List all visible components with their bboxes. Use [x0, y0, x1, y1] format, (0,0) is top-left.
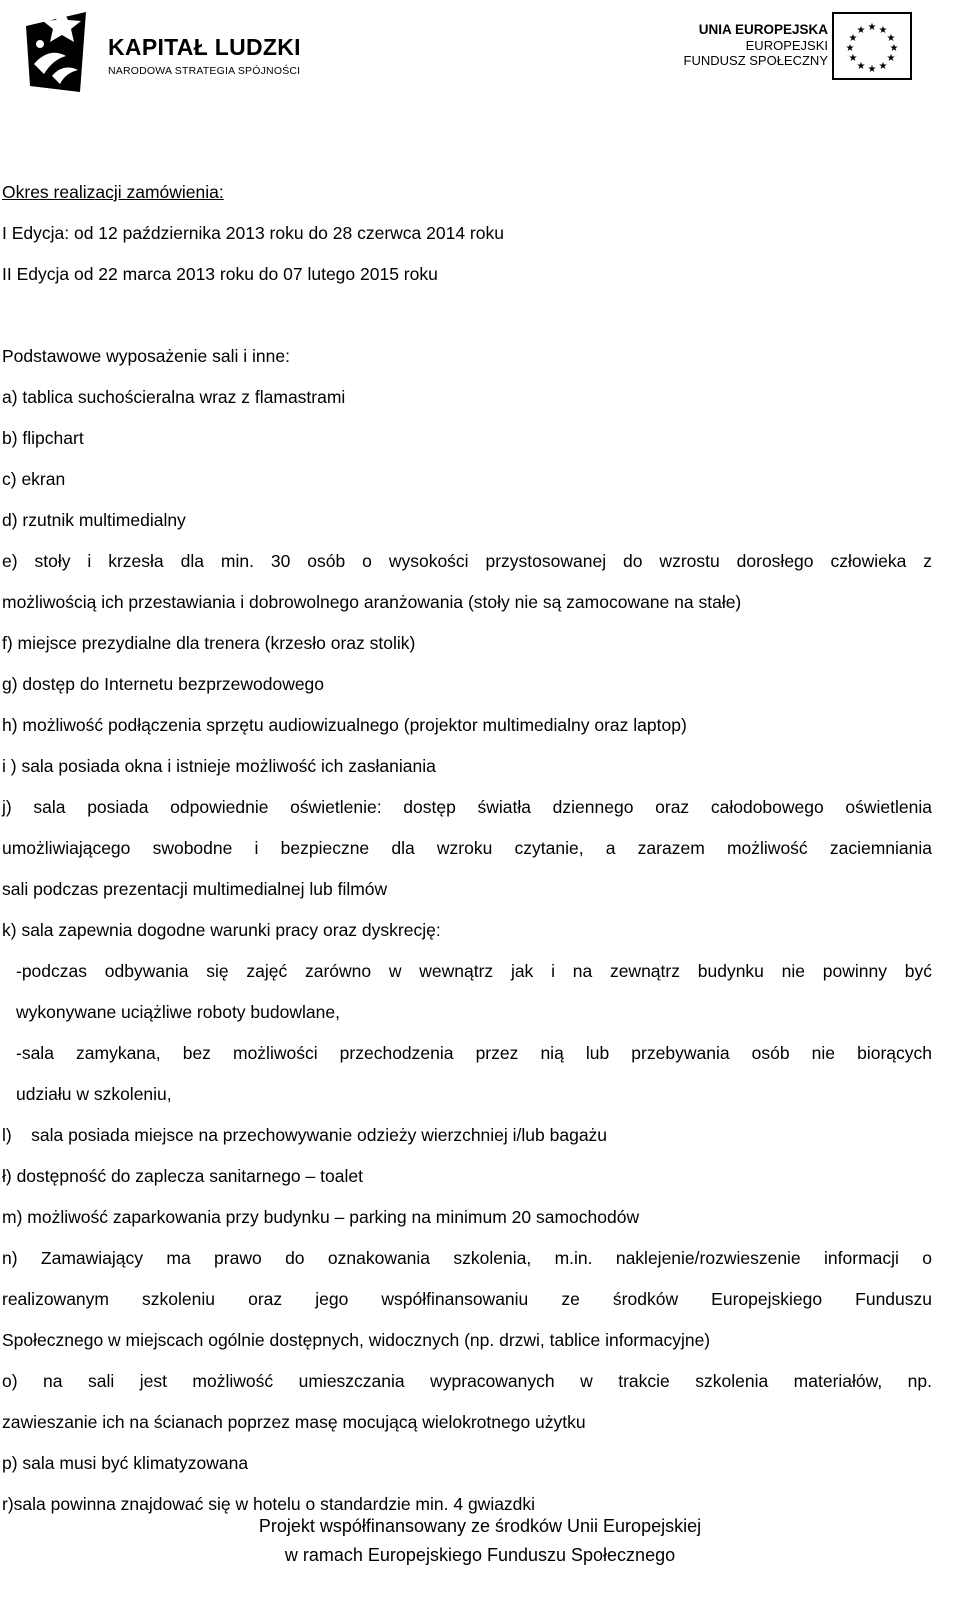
- svg-text:★: ★: [845, 43, 855, 54]
- logo-title: KAPITAŁ LUDZKI: [108, 34, 301, 60]
- edition-2-line: II Edycja od 22 marca 2013 roku do 07 lutego 2015 roku: [2, 264, 438, 284]
- item-e-line1: e) stoły i krzesła dla min. 30 osób o wysokości przystosowanej do wzrostu dorosłego człowieka z: [2, 551, 932, 571]
- item-n-line1: n) Zamawiający ma prawo do oznakowania szkolenia, m.in. naklejenie/rozwieszenie informacji o: [2, 1248, 932, 1268]
- item-j-line2: umożliwiającego swobodne i bezpieczne dla wzroku czytanie, a zarazem możliwość zaciemniania: [2, 838, 932, 858]
- edition-1-line: I Edycja: od 12 października 2013 roku do 28 czerwca 2014 roku: [2, 223, 504, 243]
- kapital-ludzki-logo: [22, 4, 312, 94]
- item-g: g) dostęp do Internetu bezprzewodowego: [2, 674, 325, 694]
- item-c: c) ekran: [2, 469, 66, 489]
- item-d: d) rzutnik multimedialny: [2, 510, 186, 530]
- svg-text:★: ★: [889, 43, 899, 54]
- item-j-line1: j) sala posiada odpowiednie oświetlenie: dostęp światła dziennego oraz całodobowego oświetlenia: [2, 797, 932, 817]
- item-p: p) sala musi być klimatyzowana: [2, 1453, 249, 1473]
- item-k-sub2-line1: -sala zamykana, bez możliwości przechodzenia przez nią lub przebywania osób nie biorących: [16, 1043, 932, 1063]
- footer-line1: Projekt współfinansowany ze środków Unii Europejskiej: [258, 1516, 702, 1536]
- item-b: b) flipchart: [2, 428, 84, 448]
- item-h: h) możliwość podłączenia sprzętu audiowizualnego (projektor multimedialny oraz laptop): [2, 715, 687, 735]
- svg-text:★: ★: [848, 33, 858, 44]
- svg-text:★: ★: [886, 33, 896, 44]
- eu-logo: [683, 12, 940, 84]
- item-m: m) możliwość zaparkowania przy budynku – parking na minimum 20 samochodów: [2, 1207, 640, 1227]
- svg-text:★: ★: [848, 53, 858, 64]
- section-title-period: Okres realizacji zamówienia:: [2, 182, 224, 202]
- eu-flag-icon: [832, 12, 912, 80]
- eu-logo-text: [628, 22, 828, 68]
- item-r: r)sala powinna znajdować się w hotelu o standardzie min. 4 gwiazdki: [2, 1494, 536, 1514]
- item-l-stroke: ł) dostępność do zaplecza sanitarnego – toalet: [2, 1166, 363, 1186]
- item-f: f) miejsce prezydialne dla trenera (krzesło oraz stolik): [2, 633, 416, 653]
- item-l: l) sala posiada miejsce na przechowywanie odzieży wierzchniej i/lub bagażu: [2, 1125, 608, 1145]
- item-j-line3: sali podczas prezentacji multimedialnej lub filmów: [2, 879, 388, 899]
- item-i: i ) sala posiada okna i istnieje możliwość ich zasłaniania: [2, 756, 436, 776]
- item-n-line3: Społecznego w miejscach ogólnie dostępnych, widocznych (np. drzwi, tablice informacyjne): [2, 1330, 711, 1350]
- kapital-ludzki-emblem-icon: [22, 4, 106, 94]
- logo-subtitle: NARODOWA STRATEGIA SPÓJNOŚCI: [108, 65, 301, 77]
- item-k: k) sala zapewnia dogodne warunki pracy oraz dyskrecję:: [2, 920, 441, 940]
- item-k-sub1-line1: -podczas odbywania się zajęć zarówno w wewnątrz jak i na zewnątrz budynku nie powinny być: [16, 961, 932, 981]
- svg-text:★: ★: [856, 25, 866, 36]
- footer-line2: w ramach Europejskiego Funduszu Społecznego: [284, 1545, 676, 1565]
- document-body: [2, 172, 932, 1525]
- item-o-line1: o) na sali jest możliwość umieszczania wypracowanych w trakcie szkolenia materiałów, np.: [2, 1371, 932, 1391]
- svg-text:★: ★: [867, 22, 877, 33]
- item-k-sub1-line2: wykonywane uciążliwe roboty budowlane,: [16, 1002, 340, 1022]
- svg-text:★: ★: [886, 53, 896, 64]
- svg-text:★: ★: [878, 61, 888, 72]
- item-n-line2: realizowanym szkoleniu oraz jego współfinansowaniu ze środków Europejskiego Funduszu: [2, 1289, 932, 1309]
- svg-text:★: ★: [856, 61, 866, 72]
- item-k-sub2-line2: udziału w szkoleniu,: [16, 1084, 172, 1104]
- svg-text:★: ★: [867, 64, 877, 75]
- page-footer: [0, 1512, 960, 1570]
- item-o-line2: zawieszanie ich na ścianach poprzez masę mocującą wielokrotnego użytku: [2, 1412, 586, 1432]
- item-e-line2: możliwością ich przestawiania i dobrowolnego aranżowania (stoły nie są zamocowane na stałe): [2, 592, 742, 612]
- eu-logo-line1: UNIA EUROPEJSKA: [698, 22, 828, 37]
- item-a: a) tablica suchościeralna wraz z flamastrami: [2, 387, 346, 407]
- svg-text:★: ★: [878, 25, 888, 36]
- eu-logo-line3: FUNDUSZ SPOŁECZNY: [683, 53, 828, 68]
- eu-logo-line2: EUROPEJSKI: [745, 38, 828, 53]
- section-title-equipment: Podstawowe wyposażenie sali i inne:: [2, 346, 290, 366]
